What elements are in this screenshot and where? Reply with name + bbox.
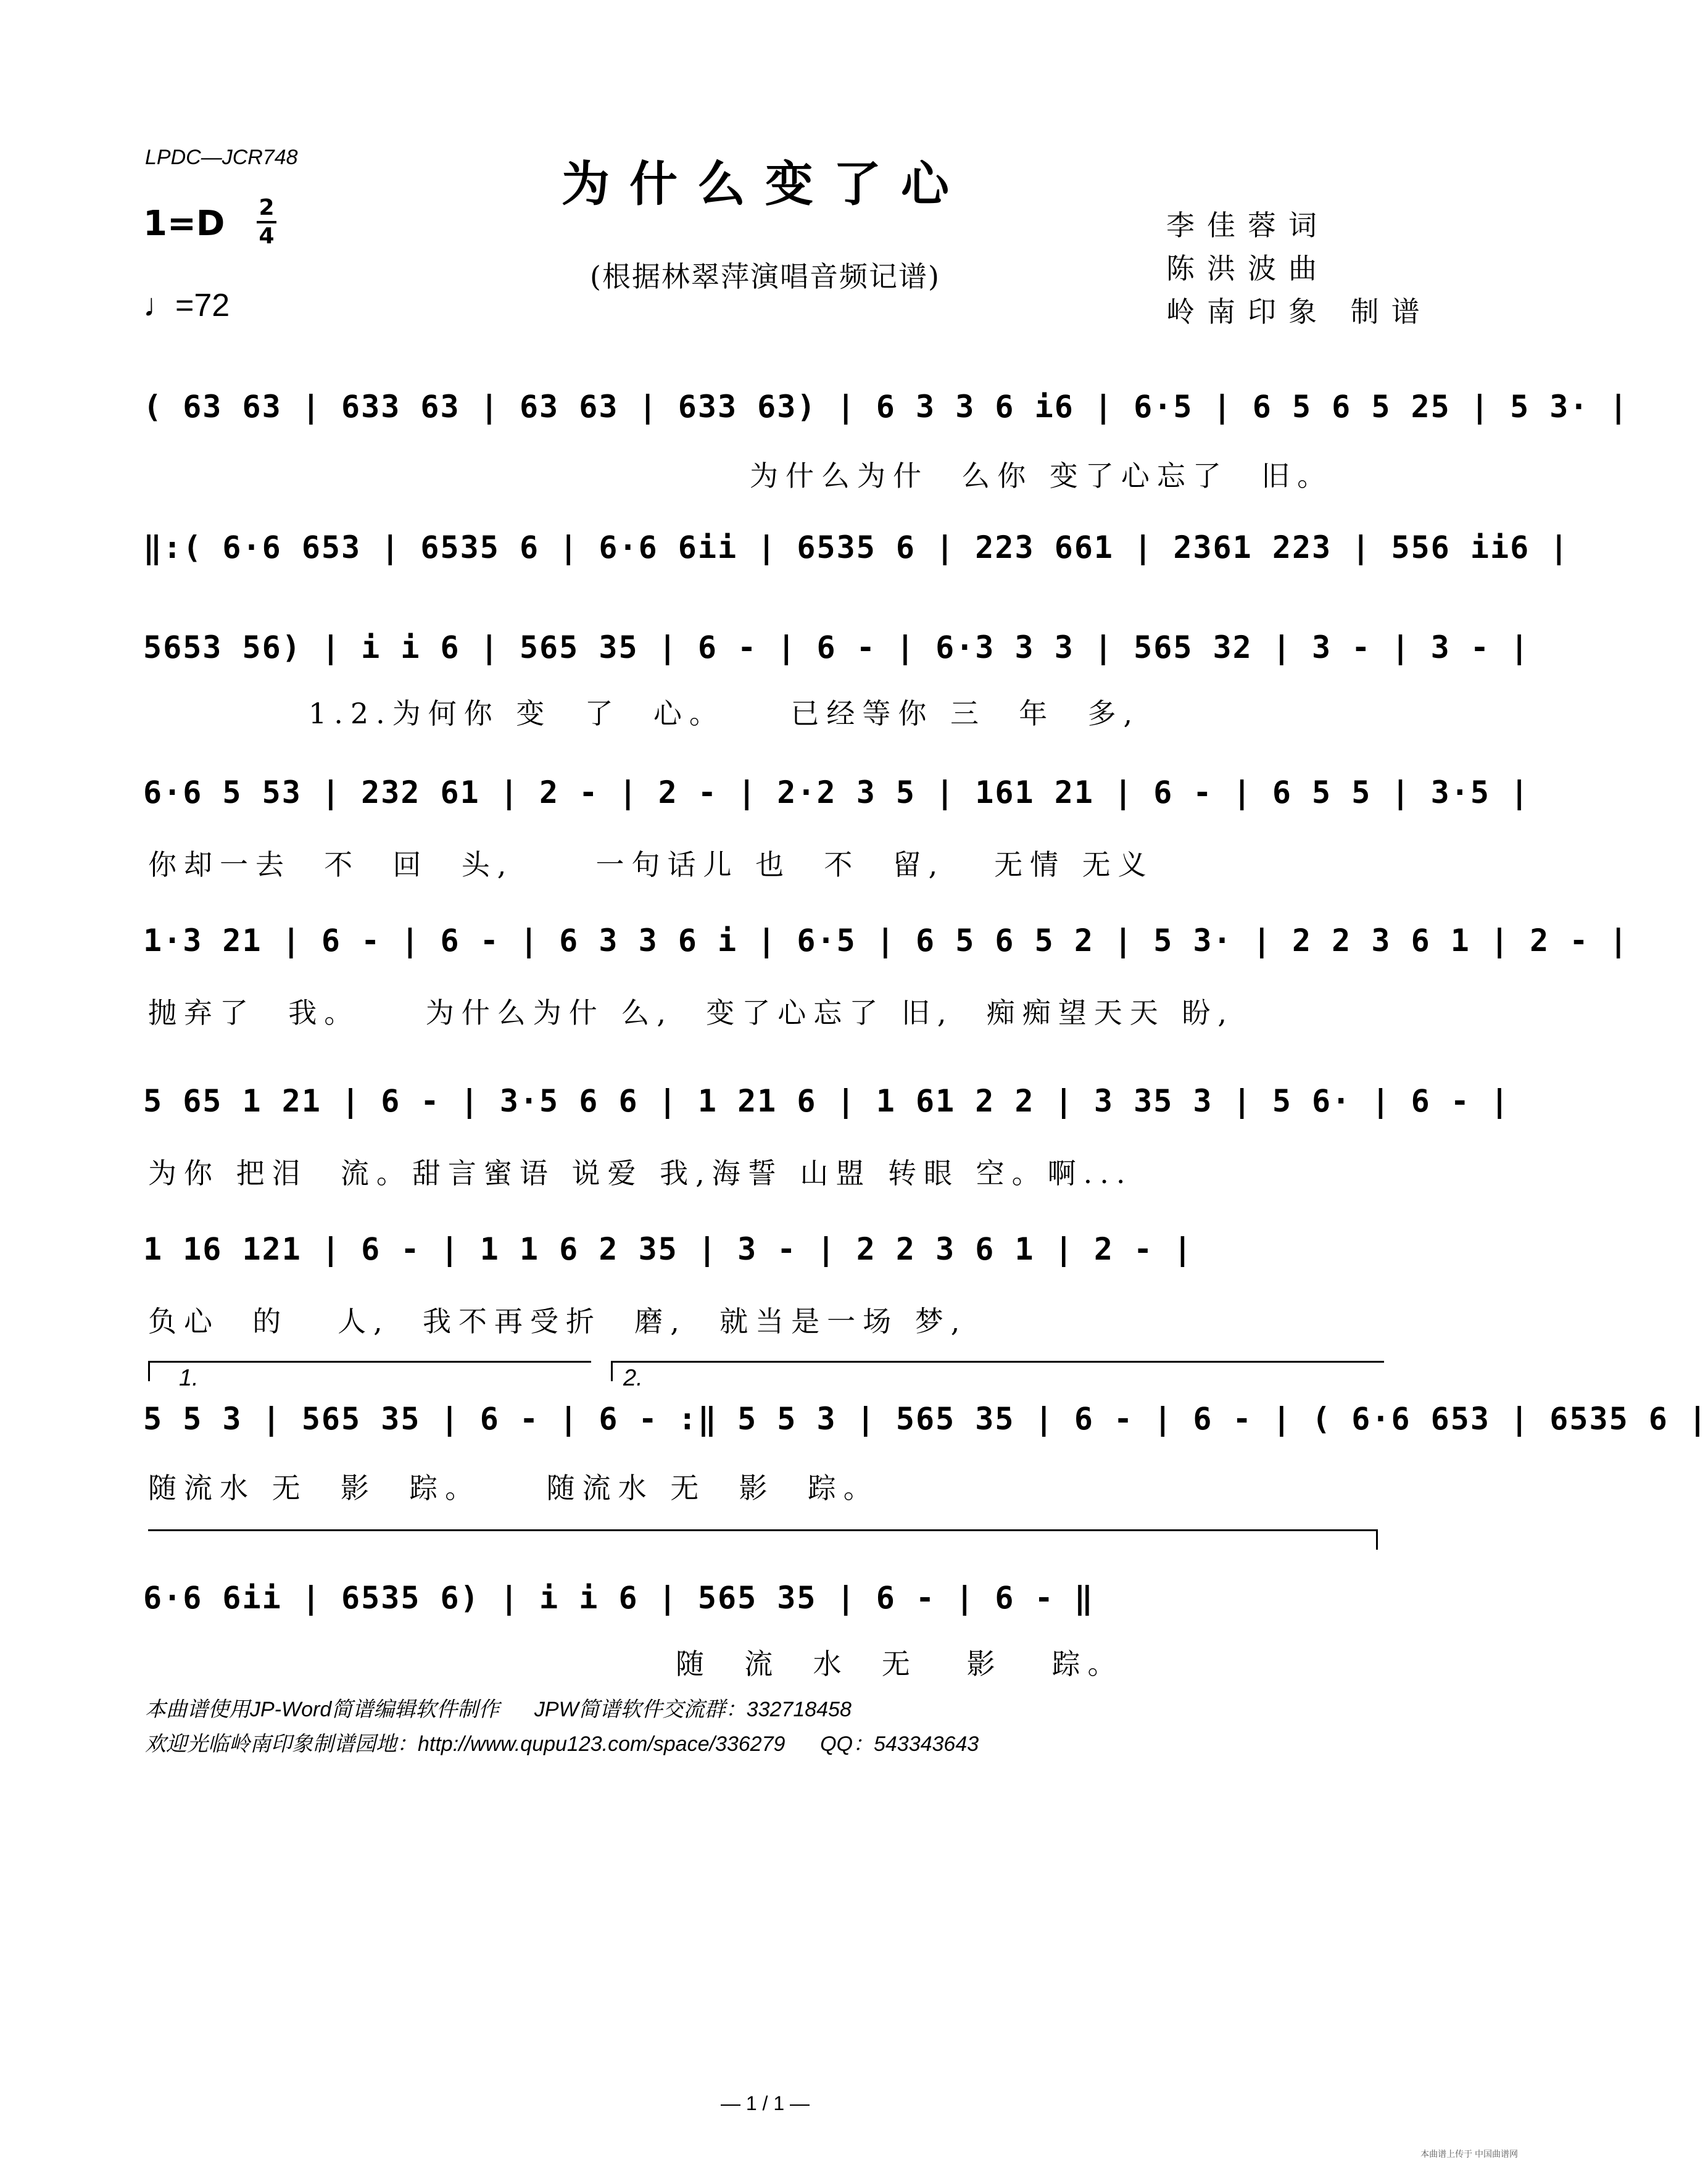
subtitle: (根据林翠萍演唱音频记谱) — [590, 260, 940, 293]
arranger: 岭南印象 制谱 — [1166, 295, 1432, 328]
volta-bracket-2 — [611, 1361, 1384, 1381]
footer-website-note: 欢迎光临岭南印象制谱园地：http://www.qupu123.com/space/336279 QQ：543343643 — [145, 1732, 979, 1756]
volta-bracket-1 — [148, 1361, 591, 1381]
key-signature: 1=D — [143, 204, 225, 244]
credits — [1166, 204, 1432, 333]
tempo-marking: ♩=72 — [143, 288, 230, 323]
score-line-2-notes: ‖:( 6·6 653 | 6535 6 | 6·6 6ii | 6535 6 | 223 661 | 2361 223 | 556 ii6 | — [143, 530, 1570, 565]
song-title: 为什么变了心 — [561, 156, 969, 212]
time-signature-top: 2 — [259, 195, 275, 220]
lyricist: 李佳蓉词 — [1166, 209, 1329, 242]
footer-software-note: 本曲谱使用JP-Word简谱编辑软件制作 JPW简谱软件交流群：332718458 — [145, 1698, 852, 1721]
score-line-8-lyrics: 随流水 无 影 踪。 随流水 无 影 踪。 — [148, 1471, 879, 1505]
composer: 陈洪波曲 — [1166, 252, 1329, 285]
score-line-3-lyrics: 1.2.为何你 变 了 心。 已经等你 三 年 多, — [309, 697, 1140, 730]
score-line-4-notes: 6·6 5 53 | 232 61 | 2 - | 2 - | 2·2 3 5 | 161 21 | 6 - | 6 5 5 | 3·5 | — [143, 775, 1530, 810]
score-line-3-notes: 5653 56) | i i 6 | 565 35 | 6 - | 6 - | 6·3 3 3 | 565 32 | 3 - | 3 - | — [143, 630, 1530, 665]
volta-label-2: 2. — [623, 1365, 643, 1391]
score-line-5-lyrics: 抛弃了 我。 为什么为什 么, 变了心忘了 旧, 痴痴望天天 盼, — [148, 996, 1234, 1029]
upload-stamp: 本曲谱上传于 中国曲谱网 — [1420, 2149, 1518, 2159]
score-line-7-lyrics: 负心 的 人, 我不再受折 磨, 就当是一场 梦, — [148, 1305, 968, 1338]
score-line-5-notes: 1·3 21 | 6 - | 6 - | 6 3 3 6 i | 6·5 | 6 5 6 5 2 | 5 3· | 2 2 3 6 1 | 2 - | — [143, 923, 1629, 958]
score-line-1-lyrics: 为什么为什 么你 变了心忘了 旧。 — [750, 459, 1333, 492]
score-line-9-lyrics: 随 流 水 无 影 踪。 — [676, 1647, 1124, 1681]
score-line-8-notes: 5 5 3 | 565 35 | 6 - | 6 - :‖ 5 5 3 | 565 35 | 6 - | 6 - | ( 6·6 653 | 6535 6 | — [143, 1401, 1708, 1437]
score-code: LPDC—JCR748 — [145, 146, 298, 169]
volta-label-1: 1. — [179, 1365, 199, 1391]
time-signature-bottom: 4 — [259, 223, 275, 249]
volta-bracket-2-continuation — [148, 1529, 1378, 1550]
page-number: — 1 / 1 — — [720, 2092, 810, 2114]
time-signature — [254, 196, 279, 248]
score-line-6-notes: 5 65 1 21 | 6 - | 3·5 6 6 | 1 21 6 | 1 61 2 2 | 3 35 3 | 5 6· | 6 - | — [143, 1083, 1511, 1119]
score-line-9-notes: 6·6 6ii | 6535 6) | i i 6 | 565 35 | 6 - | 6 - ‖ — [143, 1580, 1094, 1616]
score-line-7-notes: 1 16 121 | 6 - | 1 1 6 2 35 | 3 - | 2 2 3 6 1 | 2 - | — [143, 1231, 1193, 1267]
score-line-1-notes: ( 63 63 | 633 63 | 63 63 | 633 63) | 6 3 3 6 i6 | 6·5 | 6 5 6 5 25 | 5 3· | — [143, 389, 1629, 425]
score-line-6-lyrics: 为你 把泪 流。甜言蜜语 说爱 我,海誓 山盟 转眼 空。啊... — [148, 1157, 1133, 1190]
score-line-4-lyrics: 你却一去 不 回 头, 一句话儿 也 不 留, 无情 无义 — [148, 848, 1154, 881]
